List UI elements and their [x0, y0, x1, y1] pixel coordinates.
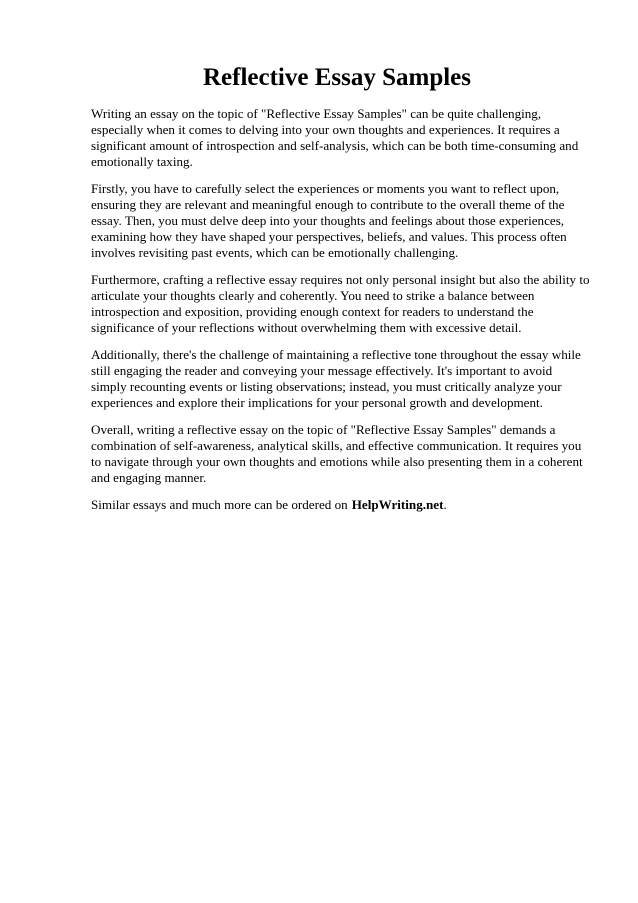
footer-suffix: .: [443, 497, 447, 512]
paragraph-intro: Writing an essay on the topic of "Reflective Essay Samples" can be quite challenging, especially when it comes to delving into your own thoughts and experiences. It requires a significant amount of introspection and self-analysis, which can be both time-consuming and emotionally taxing.: [91, 106, 579, 169]
footer-prefix: Similar essays and much more can be ordered on: [91, 497, 348, 512]
brand-link[interactable]: HelpWriting.net: [351, 497, 444, 512]
footer-line: [91, 497, 591, 513]
paragraph-firstly: Firstly, you have to carefully select the experiences or moments you want to reflect upon, ensuring they are relevant and meaningful enough to contribute to the overall theme of the essay. Then, you must delve deep into your thoughts and feelings about those experiences, examining how they have shaped your perspectives, beliefs, and values. This process often involves revisiting past events, which can be emotionally challenging.: [91, 181, 567, 260]
document-title: Reflective Essay Samples: [202, 64, 472, 91]
paragraph-additionally: Additionally, there's the challenge of maintaining a reflective tone throughout the essay while still engaging the reader and conveying your message effectively. It's important to avoid simply recounting events or listing observations; instead, you must critically analyze your experiences and explore their implications for your personal growth and development.: [91, 347, 581, 410]
paragraph-furthermore: Furthermore, crafting a reflective essay requires not only personal insight but also the ability to articulate your thoughts clearly and coherently. You need to strike a balance between introspection and exposition, providing enough context for readers to understand the significance of your reflections without overwhelming them with excessive detail.: [91, 272, 590, 335]
paragraph-overall: Overall, writing a reflective essay on the topic of "Reflective Essay Samples" demands a combination of self-awareness, analytical skills, and effective communication. It requires you to navigate through your own thoughts and emotions while also presenting them in a coherent and engaging manner.: [91, 422, 583, 485]
